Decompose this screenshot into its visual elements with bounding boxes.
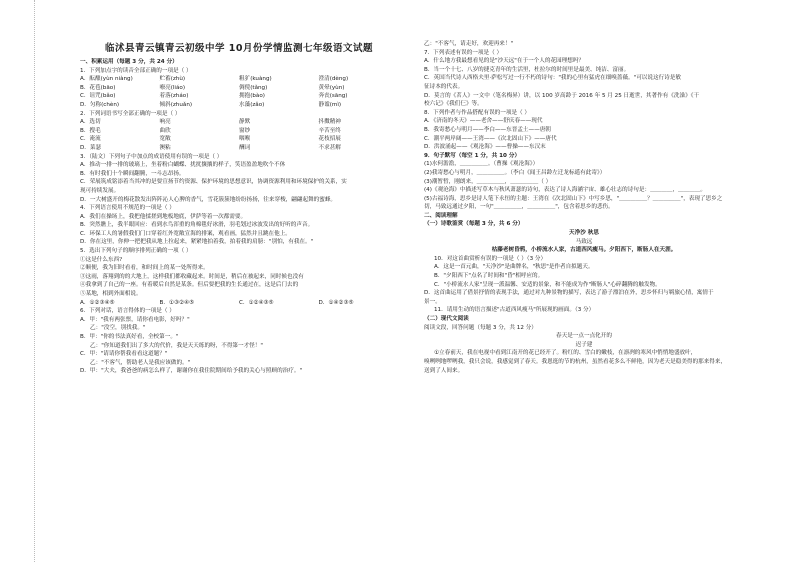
text-line: 乙："没空，别找我。" (90, 325, 146, 332)
text-line: (1)水何澹澹，＿＿＿＿＿。（曹操《观沧海》） (424, 161, 539, 168)
option-text: 不求甚解 (318, 144, 341, 151)
section-heading: 9．句子默写（每空 1 分，共 10 分） (424, 152, 521, 159)
text-line: D．甲："大夫，我爸爸的病怎么样了，谢谢你在我住院期间给予我的关心与照顾的治疗。" (80, 368, 303, 375)
section-heading: （二）现代文阅读 (424, 316, 469, 322)
text-line: A．这是一首元曲，"天净沙"是曲牌名，"秋思"是作者自拟题天。 (434, 264, 594, 271)
text-line: D．你在这里，你伸一把把我从地上拉起来，紧紧地拍着我，拍着我的肩膀："别怕，有我在。" (80, 239, 314, 246)
text-line: 7．下列表述有误的一项是（ ） (424, 49, 503, 56)
exam-title: 临沭县青云镇青云初级中学 10月份学情监测七年级语文试题 (104, 43, 374, 54)
text-line: B．"夕阳西下"点名了时间和"昏"相呼应的。 (434, 273, 544, 280)
option-text: 酬词 (239, 144, 251, 151)
option-text: 黄晕(yùn) (318, 84, 345, 91)
text-line: 6．下列对话，语言得体的一项是（ ） (80, 308, 175, 315)
option-text: 粗犷(kuàng) (239, 76, 272, 83)
right-column (424, 40, 744, 375)
text-line: ⑤某地，相到外面相说。 (80, 291, 142, 298)
text-line: ③这雨，落翔到的的大地上，这样我们都收藏起来。时间是，稍后在被起来，同时候也没有 (80, 273, 304, 280)
option-text: C．淹流 (80, 136, 101, 143)
text-line: 迟子建 (575, 341, 593, 348)
option-text: 静谧(mì) (318, 101, 342, 108)
option-text: 静默 (239, 119, 251, 126)
text-line: 切，马致远通过夕阳，一句"＿＿＿＿＿，＿＿＿＿＿"，包含着思乡的悲伤。 (424, 204, 614, 211)
option-text: 咽喉 (239, 136, 251, 143)
option-text: 澳粘 (159, 144, 171, 151)
text-line: 8．下列作者与作品搭配有误的一项是（ ） (424, 109, 531, 116)
option-row (80, 144, 398, 153)
option-row (80, 299, 398, 308)
text-line: B．我寄愁心与明月——李白——东晋孟土——唐朝 (424, 126, 551, 133)
text-line: C．潮平两岸阔——王湾——《次北固山下》——唐代 (424, 135, 557, 142)
text-line: 5．选出下列句子的顺序排列正确的一项（ ） (80, 248, 192, 255)
text-line: A．我们在操场上，我把他揉搓到地板地底，伊萨等着一次都需要。 (80, 213, 247, 220)
option-text: A．酝酿(yùn niàng) (80, 76, 133, 83)
text-line: ②顺便，我为旧时看看，和时间上的某一处所得来。 (80, 265, 209, 272)
text-line: 乙："不客气，帮助老人是我应该做的。" (90, 359, 191, 366)
option-text: 花枝招展 (318, 136, 341, 143)
option-row (80, 135, 398, 144)
option-text: 着落(zháo) (159, 93, 189, 100)
text-line: 嗅咧咧地啰咧我，我只会说，我感觉到了春天。我恩逛的节的杭州，虽然看花多么不鲜艳，因为老天是稳美得的那来得来， (424, 358, 727, 365)
option-text: B．花苞(bāo) (80, 84, 116, 91)
text-line: D．莫言的《茗人》一文中（笔名梅昇）讲，以 100 岁高龄于 2016 年 5 月 25 日逝世，其著作有《洗澡》《干 (424, 92, 700, 99)
text-line: 11．请用生动的语言描述"古道西风瘦马"所展现的画面。（3 分） (434, 307, 595, 314)
text-line: 10．对这首曲赏析有误的一项是（ ）（3 分） (434, 255, 547, 262)
text-line: B．当一个十七、八岁的捷克青年的生活里，杜拉尔的时间里是最美、纯洁、富丽。 (424, 66, 630, 73)
text-line: 校六记》《我们仨》等。 (424, 101, 483, 108)
option-text: D．①④②③⑤ (318, 299, 354, 306)
text-line: 3．（陆文）下列句子中加点的成语使用有误的一项是（ ） (80, 153, 223, 160)
text-line: (4)《观沧海》中描述写草木与秋风萧瑟的诗句，表达了诗人海涵宇宙、雄心壮志的诗句是：＿＿＿＿，＿＿＿＿。 (424, 187, 707, 194)
text-line: 马致远 (575, 238, 593, 245)
option-text: D．匀称(chèn) (80, 101, 120, 108)
option-text: 水藻(zǎo) (239, 101, 265, 108)
option-text: C．①②④③⑤ (239, 299, 274, 306)
option-text: 辛苦至终 (318, 127, 341, 134)
text-line: 送到了人间来。 (424, 367, 464, 374)
text-line: B．突然瞧上，我半眼回应：看到水鸟浑重的角棉毯好冰滑，羽毛划过冰波发出的好听的声音。 (80, 222, 314, 229)
text-line: C．环保工人的暑假我们门口穿着红外宽敞宣海的排案，观看画，猛然并且跳在他上。 (80, 230, 291, 237)
text-line: 乙："不客气，请走好，欢迎再来！" (424, 41, 514, 47)
text-line: C．甲："请请你帮我看看这道题？" (80, 351, 168, 358)
text-line: 现可持续发展。 (80, 187, 120, 194)
option-text: 拥抱(bào) (239, 93, 265, 100)
text-line: D．这首曲运用了借景抒情的表现手法，通过对九种景物的描写，表达了游子漂泊在外，思乡怀归与羁旅心情，寓情于 (424, 290, 714, 297)
text-line: A．《济南的冬天》——老舍——舒庆春——现代 (424, 118, 543, 125)
option-text: C．诅咒(bǎo) (80, 93, 116, 100)
text-line: (2)我寄愁心与明月，＿＿＿＿＿。（李白《闻王昌龄左迁龙标遥有此寄》） (424, 169, 606, 176)
text-line: 4．下列语言使用不规范的一项是（ ） (80, 205, 175, 212)
left-column (80, 58, 398, 376)
text-line: C．荣展筑成铭添着当其冲的是要宣扬节约资源、保护环境的思想意识，协调资源利用和环境保护的关系，实 (80, 179, 347, 186)
option-text: 倜傥(tǎng) (239, 84, 268, 91)
option-text: 宽敞 (159, 136, 171, 143)
text-line: A．什么地方我最想看见的是"沙天远"在于一个人的花园理想吗？ (424, 58, 585, 65)
text-line: 景一。 (424, 298, 441, 305)
option-text: B．搜毛 (80, 127, 101, 134)
option-text: A．①②③④⑤ (80, 299, 115, 306)
option-text: 倾斜(zhuǎn) (159, 101, 193, 108)
text-line: ④我拿到了自己的一座。有着暖后自然是某条。但后要把我的生长通过在，这是后门去的 (80, 282, 299, 289)
text-line: 征诗本的代表。 (424, 83, 464, 90)
option-text: 抖擞精神 (318, 119, 341, 126)
option-text: B．①③②④⑤ (159, 299, 195, 306)
option-text: 窗纱 (239, 127, 251, 134)
text-line: ①这是什么东西? (80, 256, 123, 263)
text-line: C．"小桥流水人家"呈现一派温馨、安适的景象，和不能成为作"断肠人"心碎翻腾的触发物。 (434, 281, 661, 288)
option-text: D．菜瑟 (80, 144, 102, 151)
option-row (80, 101, 398, 110)
option-text: 贮蓄(zhù) (159, 76, 186, 83)
option-row (80, 92, 398, 101)
section-heading: 天净沙 秋思 (569, 230, 599, 237)
option-text: 嘹亮(liáo) (159, 84, 186, 91)
text-line: B．有时我们十个瞬间翻腾，一斗志昂扬。 (80, 170, 185, 177)
text-line: A．甲："我有两张票，请你看电影，好吗？" (80, 316, 190, 323)
text-line: B．甲："你的书法真好看，全校第一。" (80, 334, 179, 340)
text-line: ①立春前天，我在电视中看到江南开的花已经开了。粉红的、雪白的嫩枝，在凛冽的寒风中悄悄地盛放叶， (434, 350, 697, 357)
option-text: 曲欣 (159, 127, 171, 134)
option-text: A．选切 (80, 119, 101, 126)
option-row (80, 75, 398, 84)
option-text: 澄清(dèng) (318, 76, 349, 83)
text-line: 春天是一点一点化开的 (556, 333, 612, 340)
option-text: 奔丧(sāng) (318, 93, 348, 100)
text-line: D．一大树盛开的梅花散发出阵阵沁人心脾的香气，雪花簇簇地纷纷扬扬，往来穿梭，翩翩起舞的蜜蜂。 (80, 196, 337, 203)
text-line: 1．下列加点字的读音全部正确的一项是（ ） (80, 67, 192, 74)
text-line: 阅读文段，回答问题（每题 3 分，共 12 分） (424, 324, 537, 331)
text-line: (3)潮暂暂，刚朗来，＿＿＿＿＿，＿＿＿＿＿（ ） (424, 178, 552, 185)
section-heading: 枯藤老树昏鸦，小桥流水人家，古道西风瘦马。夕阳西下，断肠人在天涯。 (491, 247, 677, 254)
text-line: D．洪波涌起——《观沧海》——曹操——东汉末 (424, 144, 546, 151)
option-row (80, 127, 398, 136)
option-text: 响亮 (159, 119, 171, 126)
text-line: (5)古福诗海，思乡是诗人笔下永恒的主题：王湾在《次北固山下》中写乡思，"＿＿＿＿＿？＿＿＿＿＿"，表现了思乡之 (424, 195, 723, 202)
text-line: C．英国当代诗人西格夫里·萨松写过一行不朽的诗句："我的心里有猛虎在细嗅蔷薇。"可以说这行诗是敏 (424, 75, 681, 82)
option-row (80, 118, 398, 127)
fold-line (34, 0, 36, 562)
text-line: A．推动一排一排的玻璃上，坐着粉白蝴蝶、扰扰攘攘的样子，笑语盈盈地吹个不休 (80, 162, 286, 169)
section-heading: 一、积累运用（每题 3 分，共 24 分） (80, 59, 178, 65)
section-heading: 二、阅读理解 (424, 212, 458, 219)
option-row (80, 84, 398, 93)
section-heading: （一）诗歌鉴赏（每题 3 分，共 6 分） (424, 221, 524, 228)
text-line: 2．下列词语书写全部正确的一项是（ ） (80, 110, 181, 117)
text-line: 乙："你知道我们出了多大的代价，我是天天练的呀，不得第一才怪！" (90, 342, 263, 349)
